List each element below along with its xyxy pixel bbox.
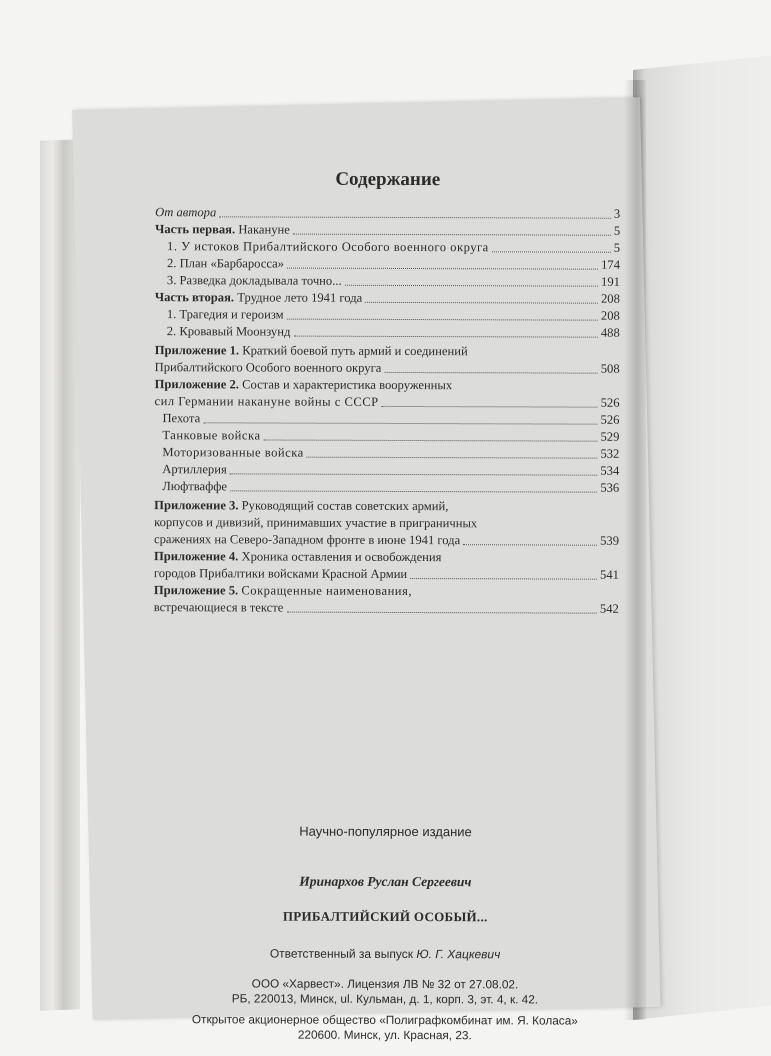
toc-entry xyxy=(154,376,619,412)
toc-entry xyxy=(155,204,620,223)
toc-leader xyxy=(287,268,598,270)
toc-entry-text-cont: Прибалтийского Особого военного округа xyxy=(154,360,382,375)
toc-page-number: 508 xyxy=(600,361,620,376)
toc-entry xyxy=(155,238,620,257)
toc-entry xyxy=(155,255,620,274)
toc-appendix-label: Приложение 3. xyxy=(154,498,239,513)
toc-page-number: 532 xyxy=(600,446,620,461)
toc-page-number: 208 xyxy=(600,308,620,323)
toc-entry-text-cont: корпусов и дивизий, принимавших участие в приграничных xyxy=(154,515,478,531)
toc-page-number: 5 xyxy=(613,223,621,238)
toc-appendix-label: Приложение 2. xyxy=(154,377,239,392)
toc-leader xyxy=(384,372,597,374)
toc-entry xyxy=(154,427,619,446)
publisher-info xyxy=(152,976,617,1008)
printer-info xyxy=(152,1012,617,1044)
toc-entry-text: Краткий боевой путь армий и соединений xyxy=(242,343,468,359)
toc-entry xyxy=(154,478,619,497)
toc-entry-text-cont: сил Германии накануне войны с СССР xyxy=(154,394,379,409)
toc-entry-text-cont: встречающиеся в тексте xyxy=(153,600,284,615)
toc-leader xyxy=(345,285,598,287)
responsible-name: Ю. Г. Хацкевич xyxy=(416,947,501,962)
toc-appendix-label: Приложение 1. xyxy=(154,343,240,358)
toc-page-number: 536 xyxy=(600,480,620,495)
toc-page-number: 191 xyxy=(601,274,620,289)
toc-leader xyxy=(382,406,598,408)
toc-page-number: 3 xyxy=(613,206,621,221)
toc-entry-text: Сокращенные наименования, xyxy=(241,583,413,599)
toc-entry-text: Люфтваффе xyxy=(162,479,228,494)
toc-entry xyxy=(155,272,620,291)
toc-page-number: 539 xyxy=(600,533,620,548)
toc-leader xyxy=(410,578,597,580)
toc-page-number: 526 xyxy=(600,395,620,410)
toc-title: Содержание xyxy=(335,168,441,191)
toc-entry xyxy=(154,410,619,429)
toc-entry xyxy=(154,582,619,618)
toc-entry-text: Пехота xyxy=(162,411,201,426)
printer-line: Открытое акционерное общество «Полиграфкомбинат им. Я. Коласа» xyxy=(191,1012,578,1028)
toc-appendix-label: Приложение 5. xyxy=(153,583,239,598)
toc-entry-text: 1. Трагедия и героизм xyxy=(166,307,284,322)
toc-entry-text: 3. Разведка докладывала точно... xyxy=(166,273,342,288)
toc-leader xyxy=(230,490,597,492)
toc-entry-text: Артиллерия xyxy=(162,462,227,477)
toc-entry xyxy=(155,289,620,308)
toc-entry xyxy=(154,461,619,480)
toc-page-number: 208 xyxy=(600,291,620,306)
toc-page-number: 526 xyxy=(600,412,620,427)
toc-leader xyxy=(286,612,597,614)
toc-entry xyxy=(154,444,619,463)
responsible-label: Ответственный за выпуск xyxy=(269,946,414,962)
toc-part-label: Часть первая. xyxy=(155,222,236,237)
toc-leader xyxy=(365,302,598,304)
toc-page-number: 529 xyxy=(600,429,620,444)
toc-entry-text: Хроника оставления и освобождения xyxy=(241,549,442,565)
toc-entry-text: 1. У истоков Прибалтийского Особого военного округа xyxy=(167,239,489,255)
responsible-line xyxy=(153,946,618,962)
toc-page-number: 534 xyxy=(600,463,620,478)
toc-entry-text: Руководящий состав советских армий, xyxy=(241,498,449,514)
toc-entry-text: 2. Кровавый Моонзунд xyxy=(166,324,291,339)
toc-page-number: 541 xyxy=(600,567,619,582)
toc-page-number: 5 xyxy=(613,240,621,255)
toc-page-number: 174 xyxy=(601,257,621,272)
toc-leader xyxy=(203,422,597,424)
toc-leader xyxy=(307,457,598,459)
toc-entry-text: Накануне xyxy=(238,222,290,237)
toc-entry xyxy=(154,548,619,584)
toc-entry-text-cont: городов Прибалтики войсками Красной Армии xyxy=(153,566,408,582)
toc-entry-text: Состав и характеристика вооруженных xyxy=(242,377,453,393)
toc-leader xyxy=(230,473,598,475)
toc-entry-text: Танковые войска xyxy=(162,428,261,443)
toc-leader xyxy=(219,216,611,218)
author-name: Иринархов Руслан Сергеевич xyxy=(299,873,472,890)
toc-leader xyxy=(293,336,597,338)
toc-entry-text: Моторизованные войска xyxy=(162,445,304,460)
toc-entry-text: От автора xyxy=(155,205,217,220)
printer-address: 220600. Минск, ул. Красная, 23. xyxy=(297,1027,472,1043)
toc-entry xyxy=(155,323,620,342)
book-title: ПРИБАЛТИЙСКИЙ ОСОБЫЙ... xyxy=(282,908,488,925)
toc-leader xyxy=(264,440,598,442)
toc-entry-text: Трудное лето 1941 года xyxy=(237,290,363,305)
toc-page-number: 488 xyxy=(600,325,620,340)
toc-entry xyxy=(155,342,620,378)
toc-entry-text-cont: сражениях на Северо-Западном фронте в июне 1941 года xyxy=(154,532,461,548)
toc-page-number: 542 xyxy=(599,601,619,616)
toc-entry xyxy=(155,221,620,240)
series-label: Научно-популярное издание xyxy=(299,823,472,840)
table-of-contents xyxy=(154,204,620,618)
toc-leader xyxy=(463,544,597,545)
toc-part-label: Часть вторая. xyxy=(154,290,235,305)
toc-leader xyxy=(492,251,611,252)
toc-appendix-label: Приложение 4. xyxy=(153,549,239,564)
page-edge-stack xyxy=(40,139,80,1010)
spine-shadow xyxy=(624,80,646,1020)
publisher-line: ООО «Харвест». Лицензия ЛВ № 32 от 27.08.02. xyxy=(251,976,519,992)
book-page xyxy=(72,97,660,1043)
toc-entry xyxy=(154,497,619,550)
toc-entry xyxy=(155,306,620,325)
toc-leader xyxy=(287,319,598,321)
toc-entry-text: 2. План «Барбаросса» xyxy=(166,256,285,271)
page-content xyxy=(153,168,621,1043)
publisher-address: РБ, 220013, Минск, ul. Кульман, д. 1, корп. 3, эт. 4, к. 42. xyxy=(231,991,539,1007)
toc-leader xyxy=(293,234,611,236)
